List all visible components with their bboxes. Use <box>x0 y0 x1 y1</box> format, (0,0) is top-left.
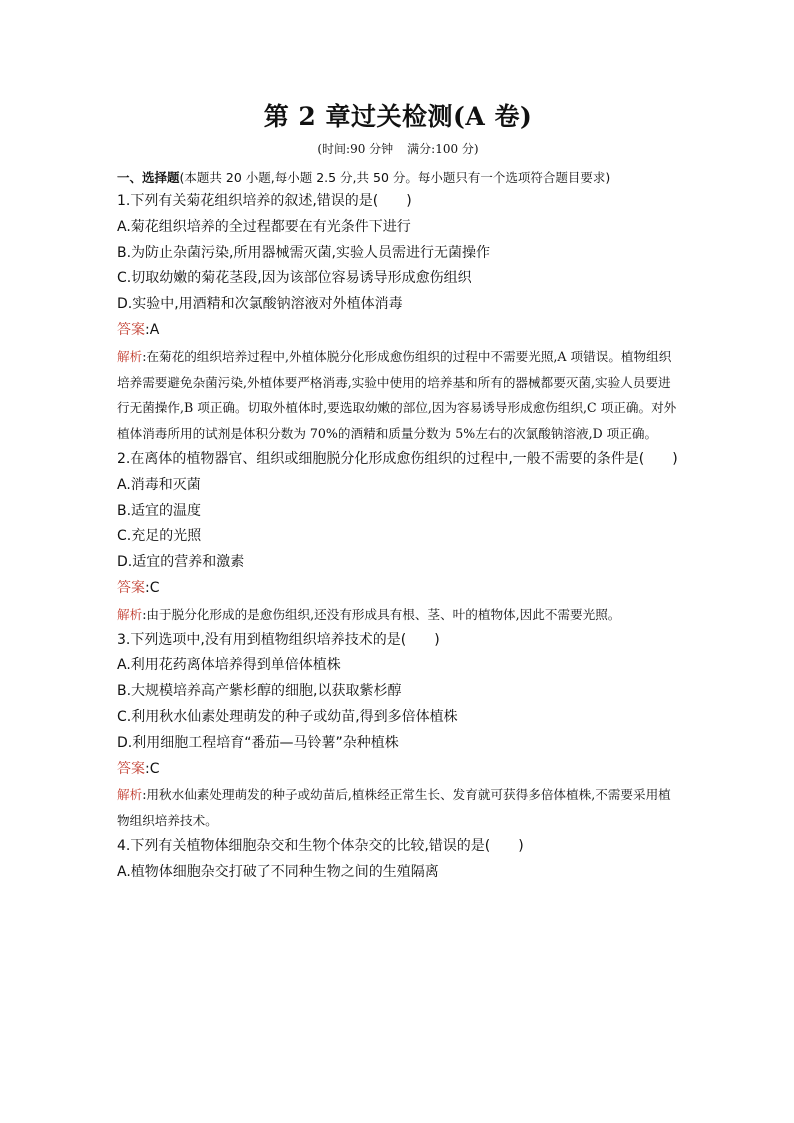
option-a: A.植物体细胞杂交打破了不同种生物之间的生殖隔离 <box>117 863 439 880</box>
option-d: D.利用细胞工程培育“番茄—马铃薯”杂种植株 <box>117 734 399 751</box>
explanation <box>117 602 679 628</box>
option-c: C.利用秋水仙素处理萌发的种子或幼苗,得到多倍体植株 <box>117 708 458 725</box>
option-a: A.菊花组织培养的全过程都要在有光条件下进行 <box>117 218 411 235</box>
question-stem: 4.下列有关植物体细胞杂交和生物个体杂交的比较,错误的是( ) <box>117 837 524 854</box>
option-c: C.充足的光照 <box>117 528 202 545</box>
question-stem: 1.下列有关菊花组织培养的叙述,错误的是( ) <box>117 193 412 209</box>
question-4 <box>117 834 679 886</box>
option-d: D.实验中,用酒精和次氯酸钠溶液对外植体消毒 <box>117 296 403 313</box>
explanation-label: 解析 <box>117 606 143 622</box>
section-title: 一、选择题 <box>117 170 180 185</box>
question-stem: 3.下列选项中,没有用到植物组织培养技术的是( ) <box>117 631 440 648</box>
answer-label: 答案 <box>117 760 145 777</box>
explanation-text: :在菊花的组织培养过程中,外植体脱分化形成愈伤组织的过程中不需要光照,A 项错误。植物组织培养需要避免杂菌污染,外植体要严格消毒,实验中使用的培养基和所有的器械都要灭菌,实验人员要进行无菌操作,B 项正确。切取外植体时,要选取幼嫩的部位,因为容易诱导形成愈伤组织,C 项正确。对外植体消毒所用的试剂是体积分数为 70%的酒精和质量分数为 5%左右的次氯酸钠溶液,D 项正确。 <box>117 348 677 442</box>
option-d: D.适宜的营养和激素 <box>117 554 245 571</box>
option-a: A.消毒和灭菌 <box>117 476 201 493</box>
option-b: B.适宜的温度 <box>117 502 202 519</box>
option-b: B.为防止杂菌污染,所用器械需灭菌,实验人员需进行无菌操作 <box>117 244 490 261</box>
answer-value: :C <box>145 579 160 596</box>
document-page <box>117 100 679 886</box>
answer-label: 答案 <box>117 321 145 338</box>
exam-score: 满分:100 分) <box>407 142 479 156</box>
option-a: A.利用花药离体培养得到单倍体植株 <box>117 657 341 674</box>
explanation-text: :由于脱分化形成的是愈伤组织,还没有形成具有根、茎、叶的植物体,因此不需要光照。 <box>142 606 621 622</box>
exam-time: (时间:90 分钟 <box>317 142 394 156</box>
page-subtitle <box>117 140 679 158</box>
answer <box>117 576 679 602</box>
answer-value: :A <box>145 321 160 338</box>
option-b: B.大规模培养高产紫杉醇的细胞,以获取紫杉醇 <box>117 683 402 700</box>
section-description: (本题共 20 小题,每小题 2.5 分,共 50 分。每小题只有一个选项符合题目要求) <box>179 170 611 185</box>
answer-value: :C <box>145 760 160 777</box>
question-stem: 2.在离体的植物器官、组织或细胞脱分化形成愈伤组织的过程中,一般不需要的条件是( ) <box>117 450 678 467</box>
explanation-label: 解析 <box>117 787 143 803</box>
question-1 <box>117 189 679 447</box>
explanation-label: 解析 <box>117 348 143 364</box>
answer-label: 答案 <box>117 579 145 596</box>
answer <box>117 318 679 344</box>
explanation <box>117 344 679 447</box>
answer <box>117 757 679 783</box>
question-3 <box>117 628 679 834</box>
explanation <box>117 782 679 834</box>
section-heading <box>117 166 679 189</box>
question-2 <box>117 447 679 628</box>
explanation-text: :用秋水仙素处理萌发的种子或幼苗后,植株经正常生长、发育就可获得多倍体植株,不需要采用植物组织培养技术。 <box>117 787 671 829</box>
option-c: C.切取幼嫩的菊花茎段,因为该部位容易诱导形成愈伤组织 <box>117 270 472 287</box>
page-title: 第 2 章过关检测(A 卷) <box>263 102 533 131</box>
